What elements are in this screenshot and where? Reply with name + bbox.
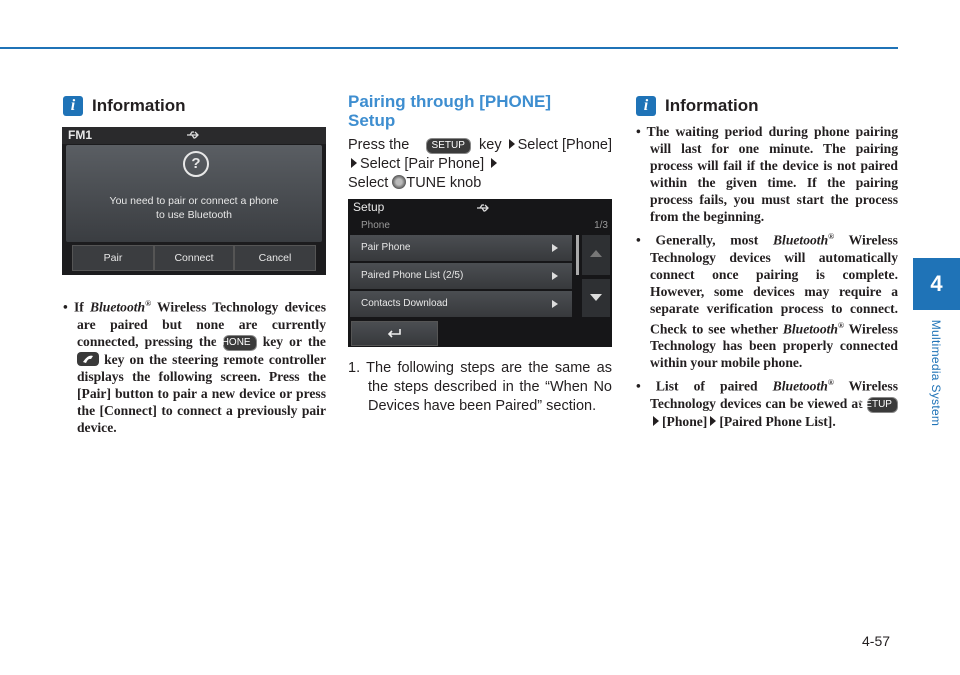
scroll-up-button[interactable] (582, 235, 610, 275)
instr-key: key (479, 137, 502, 153)
dialog-message-line2: to use Bluetooth (156, 209, 232, 221)
info-title: Information (92, 96, 186, 115)
info-heading-left (63, 96, 186, 116)
bullet-auto-connect: • Generally, most Bluetooth® Wireless Technology devices will automatically connect once pairing is complete. However, some devices may require a separate verification process to connect. Check to see whether Bluetooth® Wireless Technology has been properly connected within your mobile phone. (636, 232, 898, 371)
menu-item-contacts-download[interactable] (350, 291, 572, 317)
back-arrow-icon (386, 327, 402, 339)
bullet-waiting-period: • The waiting period during phone pairing will last for one minute. The pairing process will fail if the device is not paired within the given time. If the pairing process fails, you must start the process from the beginning. (636, 124, 898, 224)
info-heading-right (636, 96, 759, 116)
setup-instructions (348, 136, 612, 193)
menu-item-label: Paired Phone List (2/5) (361, 270, 464, 281)
setup-key: SETUP (867, 397, 898, 413)
arrow-icon (509, 139, 515, 149)
chevron-right-icon (552, 272, 558, 280)
info-title: Information (665, 96, 759, 115)
bullet-text: Generally, most (655, 232, 759, 248)
chapter-number: 4 (930, 271, 943, 296)
bullet-prefix: If (73, 299, 84, 315)
right-bullets (636, 123, 898, 433)
screen-title: FM1 (68, 128, 92, 142)
menu-item-paired-list[interactable] (350, 263, 572, 289)
back-button[interactable] (351, 321, 438, 346)
bullet-text2: key or the (262, 333, 326, 349)
setup-key: SETUP (426, 138, 471, 154)
screen-subtitle: Phone (361, 220, 390, 231)
bluetooth-brand: Bluetooth (782, 321, 838, 337)
chapter-title: Multimedia System (929, 319, 943, 427)
step-1 (348, 359, 612, 416)
info-icon: i (636, 96, 656, 116)
info-icon: i (63, 96, 83, 116)
arrow-down-icon (590, 294, 602, 301)
usb-icon (186, 130, 200, 140)
arrow-icon (710, 416, 716, 426)
bullet-text: List of paired (655, 378, 758, 394)
bullet-text: The waiting period during phone pairing will last for one minute. The pairing process will fail if the device is not paired within the given time. If the pairing process fails, you must start the process from the beginning. (646, 124, 898, 224)
bluetooth-brand: Bluetooth (772, 232, 829, 248)
bullet-text: Wireless Technology devices will automatically connect once pairing is complete. However, some devices may require a separate verification process to connect. Check to see whether (650, 232, 898, 337)
cancel-button[interactable]: Cancel (234, 245, 316, 271)
bullet-text3: key on the steering remote controller displays the following screen. Press the [Pair] button to pair a new device or press the [Connect] to connect a previously pair device. (77, 351, 326, 435)
bullet-paired-devices: • If Bluetooth® Wireless Technology devices are paired but none are currently connected, pressing the PHONE key or the key on the steering remote controller displays the following screen. Press the [Pair] button to pair a new device or press the [Connect] to connect a previously pair device. (63, 299, 326, 435)
screen-page-indicator: 1/3 (594, 220, 608, 231)
bluetooth-brand: Bluetooth (772, 378, 828, 394)
reg-mark: ® (827, 378, 834, 388)
reg-mark: ® (828, 232, 835, 241)
menu-item-label: Contacts Download (361, 298, 448, 309)
instr-press: Press the (348, 137, 410, 153)
chevron-right-icon (552, 244, 558, 252)
bullet-paired-list: • List of paired Bluetooth® Wireless Technology devices can be viewed at SETUP[Phone] [Paired Phone List]. (636, 378, 899, 429)
page-number: 4-57 (862, 633, 891, 649)
left-bullet (63, 295, 326, 439)
bullet-text1: Wireless Technology devices are paired but none are currently connected, pressing the (77, 299, 326, 349)
header-rule (0, 47, 898, 49)
pair-button[interactable]: Pair (72, 245, 154, 271)
bullet-text: Wireless Technology has been properly connected within your mobile phone. (650, 321, 898, 371)
scroll-down-button[interactable] (582, 279, 610, 317)
chapter-label (926, 312, 946, 434)
screen-title: Setup (353, 200, 385, 214)
bluetooth-brand: Bluetooth (89, 299, 146, 315)
section-title: Pairing through [PHONE] Setup (348, 92, 552, 130)
scrollbar[interactable] (576, 235, 579, 275)
menu-item-pair-phone[interactable] (350, 235, 572, 261)
bullet-text: [Phone] (662, 413, 708, 429)
setup-phone-screen (348, 199, 612, 347)
step-text: The following steps are the same as the steps described in the “When No Devices have been Paired” section. (366, 360, 612, 414)
arrow-icon (491, 158, 497, 168)
bullet-text: Wireless Technology devices can be viewed at (650, 378, 899, 411)
instr-select-phone: Select [Phone] (517, 137, 612, 153)
step-number: 1. (348, 360, 361, 376)
menu-item-label: Pair Phone (361, 242, 411, 253)
arrow-icon (351, 158, 357, 168)
instr-select: Select (348, 175, 389, 191)
phone-key: PHONE (223, 335, 257, 351)
phone-call-key-icon (77, 352, 99, 366)
usb-icon (476, 203, 490, 213)
dialog-message-line1: You need to pair or connect a phone (109, 195, 279, 207)
bullet-text: [Paired Phone List]. (719, 413, 836, 429)
connect-button[interactable]: Connect (154, 245, 234, 271)
instr-tune-knob: TUNE knob (406, 175, 482, 191)
chapter-tab (913, 258, 960, 310)
bluetooth-prompt-screen (62, 127, 326, 275)
chevron-right-icon (552, 300, 558, 308)
instr-select-pair: Select [Pair Phone] (360, 156, 485, 172)
question-icon: ? (183, 151, 209, 177)
reg-mark: ® (145, 299, 152, 308)
arrow-icon (653, 416, 659, 426)
arrow-up-icon (590, 250, 602, 257)
reg-mark: ® (837, 320, 844, 330)
tune-knob-icon (392, 175, 406, 189)
dialog-message (66, 194, 322, 222)
